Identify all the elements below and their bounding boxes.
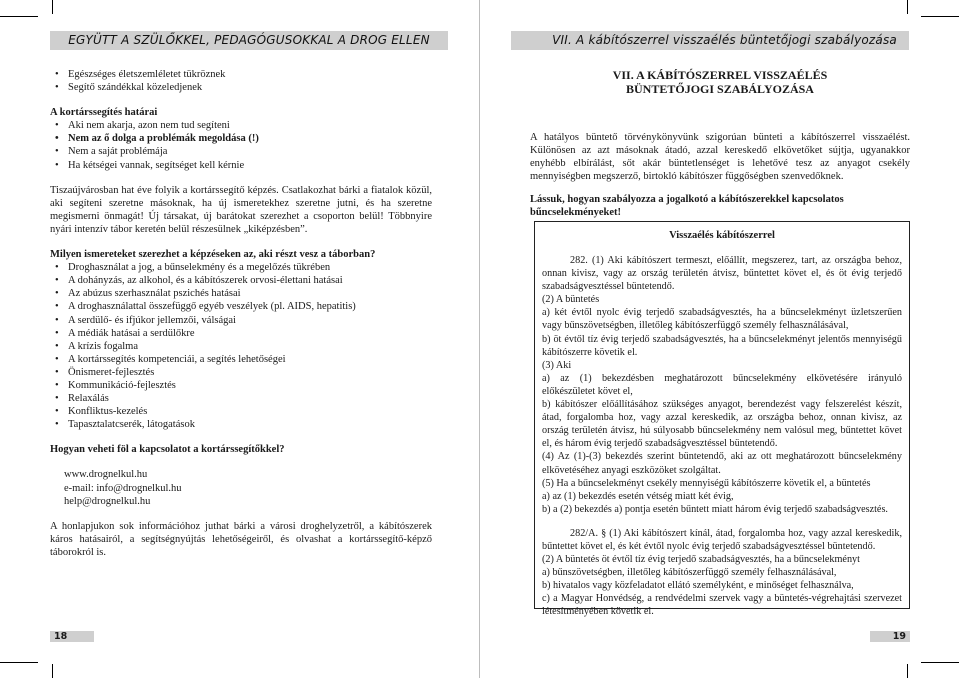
list-item: • Nem a saját problémája xyxy=(68,145,432,158)
law-line: b) öt évtől tíz évig terjedő szabadságvesztés, ha a bűncselekményt jelentős mennyiségű kábítószerre követik el. xyxy=(542,333,902,358)
law-line: (2) A büntetés öt évtől tíz évig terjedő szabadságvesztés, ha a bűncselekményt xyxy=(542,554,860,566)
crop-mark xyxy=(52,0,53,14)
list-item: • Az abúzus szerhasználat pszichés hatásai xyxy=(68,287,432,300)
law-line: 282. (1) Aki kábítószert termeszt, előállít, megszerez, tart, az országba behoz, onnan kivisz, vagy az ország területén átvisz, bűntettet követ el, és öt évig terjedő szabadságvesztéssel büntetendő. xyxy=(542,255,902,293)
right-page xyxy=(480,0,959,678)
law-line: 282/A. § (1) Aki kábítószert kínál, átad, forgalomba hoz, vagy azzal kereskedik, bűntettet követ el, és két évtől nyolc évig terjedő szabadságvesztéssel büntetendő. xyxy=(542,527,902,552)
website-paragraph: A honlapjukon sok információhoz juthat bárki a városi droghelyzetről, a kábítószerek káros hatásairól, a segítségnyújtás lehetőségeiről, és olvashat a kortárssegítő-képző táborokról is. xyxy=(50,520,432,558)
left-body xyxy=(50,68,432,559)
list-item: • A krízis fogalma xyxy=(68,340,432,353)
list-item: • Tapasztalatcserék, látogatások xyxy=(68,418,432,431)
training-paragraph: Tiszaújvárosban hat éve folyik a kortárssegítő képzés. Csatlakozhat bárki a fiatalok közül, aki segíteni szeretne másoknak, ha új ismeretekhez szeretne jutni, és ha szeretne megismerni önmagát! Új társakat, új barátokat szerezhet a csoporton belül! Többnyire nyári intenzív tábor keretén belül részesülnek „kiképzésben”. xyxy=(50,184,432,235)
email-link[interactable]: help@drognelkul.hu xyxy=(64,495,151,507)
contact-heading: Hogyan veheti föl a kapcsolatot a kortárssegítőkkel? xyxy=(50,444,285,456)
limits-heading: A kortárssegítés határai xyxy=(50,107,158,119)
law-line: c) a Magyar Honvédség, a rendvédelmi szervek vagy a büntetés-végrehajtási szervezet létesítményében követik el. xyxy=(542,593,902,618)
law-box xyxy=(534,221,910,618)
running-header: EGYÜTT A SZÜLŐKKEL, PEDAGÓGUSOKKAL A DROG ELLEN xyxy=(50,31,448,50)
contact-list xyxy=(50,468,432,507)
crop-mark xyxy=(52,664,53,678)
law-line: a) két évtől nyolc évig terjedő szabadságvesztés, ha a bűncselekményt üzletszerűen vagy bűnszövetségben, illetőleg kábítószerfüggő személy felhasználásával, xyxy=(542,307,902,332)
law-text xyxy=(542,254,902,619)
right-intro xyxy=(530,131,910,220)
list-item: • Ha kétségei vannak, segítséget kell kérnie xyxy=(68,159,432,172)
crop-mark xyxy=(0,662,38,663)
page-number: 18 xyxy=(50,631,94,642)
law-line: b) hivatalos vagy közfeladatot ellátó személyként, e minőséget felhasználva, xyxy=(542,580,854,592)
list-item: • Konfliktus-kezelés xyxy=(68,405,432,418)
chapter-title xyxy=(530,68,910,96)
lead-paragraph: Lássuk, hogyan szabályozza a jogalkotó a kábítószerekkel kapcsolatos bűncselekményeket! xyxy=(530,194,844,219)
chapter-title-line: VII. A KÁBÍTÓSZERREL VISSZAÉLÉS xyxy=(612,68,828,82)
topics-list xyxy=(50,261,432,431)
law-line: (4) Az (1)-(3) bekezdés szerint büntetendő, aki az ott meghatározott bűncselekmény elkövetéséhez anyagi eszközöket szolgáltat. xyxy=(542,451,902,476)
law-line: (2) A büntetés xyxy=(542,294,600,306)
chapter-title-line: BÜNTETŐJOGI SZABÁLYOZÁSA xyxy=(626,82,814,96)
running-header: VII. A kábítószerrel visszaélés büntetőjogi szabályozása xyxy=(511,31,909,50)
crop-mark xyxy=(907,0,908,14)
topics-question: Milyen ismereteket szerezhet a képzéseken az, aki részt vesz a táborban? xyxy=(50,249,376,261)
list-item: • Kommunikáció-fejlesztés xyxy=(68,379,432,392)
list-item: • Önismeret-fejlesztés xyxy=(68,366,432,379)
list-item: • Nem az ő dolga a problémák megoldása (!) xyxy=(68,132,432,145)
list-item: • A droghasználattal összefüggő egyéb veszélyek (pl. AIDS, hepatitis) xyxy=(68,300,432,313)
intro-list xyxy=(50,68,432,94)
crop-mark xyxy=(0,16,38,17)
email-link[interactable]: e-mail: info@drognelkul.hu xyxy=(64,482,182,494)
list-item: • A kortárssegítés kompetenciái, a segítés lehetőségei xyxy=(68,353,432,366)
list-item: • Relaxálás xyxy=(68,392,432,405)
list-item: • Segítő szándékkal közeledjenek xyxy=(68,81,432,94)
intro-paragraph: A hatályos büntető törvénykönyvünk szigorúan bünteti a kábítószerrel visszaélést. Különösen az azt másoknak átadó, azzal kereskedő elkövetőket sújtja, ugyanakkor enyhébb elbírálást, sőt akár büntetlenséget is lehetővé tesz az anyagot csekély mennyiségben megszerző, birtokló kábítószer függőségben szenvedőknek. xyxy=(530,132,910,183)
page-number: 19 xyxy=(870,631,910,642)
left-page xyxy=(0,0,479,678)
law-line: (5) Ha a bűncselekményt csekély mennyiségű kábítószerre követik el, a büntetés xyxy=(542,477,871,489)
website-link[interactable]: www.drognelkul.hu xyxy=(64,469,148,481)
list-item: • A dohányzás, az alkohol, és a kábítószerek orvosi-élettani hatásai xyxy=(68,274,432,287)
law-line: a) az (1) bekezdés esetén vétség miatt két évig, xyxy=(542,490,734,502)
crop-mark xyxy=(907,664,908,678)
list-item: • Droghasználat a jog, a bűnselekmény és a megelőzés tükrében xyxy=(68,261,432,274)
list-item: • A serdülő- és ifjúkor jellemzői, válságai xyxy=(68,314,432,327)
crop-mark xyxy=(921,16,959,17)
limits-list xyxy=(50,119,432,171)
box-title: Visszaélés kábítószerrel xyxy=(669,230,775,241)
law-line: a) bűnszövetségben, illetőleg kábítószerfüggő személy felhasználásával, xyxy=(542,567,837,579)
crop-mark xyxy=(921,662,959,663)
list-item: • Aki nem akarja, azon nem tud segíteni xyxy=(68,119,432,132)
list-item: • Egészséges életszemléletet tükröznek xyxy=(68,68,432,81)
list-item: • A médiák hatásai a serdülőkre xyxy=(68,327,432,340)
law-line: b) a (2) bekezdés a) pontja esetén bűntett miatt három évig terjedő szabadságvesztés. xyxy=(542,503,888,515)
law-line: a) az (1) bekezdésben meghatározott bűncselekmény elkövetésére irányuló előkészületet követ el, xyxy=(542,372,902,397)
law-line: b) kábítószer előállításához szükséges anyagot, berendezést vagy felszerelést készít, átad, forgalomba hoz, vagy azzal kereskedik, az országba behoz, onnan kivisz, az ország területén átvisz, hú súlyosabb bűncselekmény nem valósul meg, bűntettet követ el, és három évig terjedő szabadságvesztéssel büntetendő. xyxy=(542,399,902,450)
law-line: (3) Aki xyxy=(542,359,572,371)
